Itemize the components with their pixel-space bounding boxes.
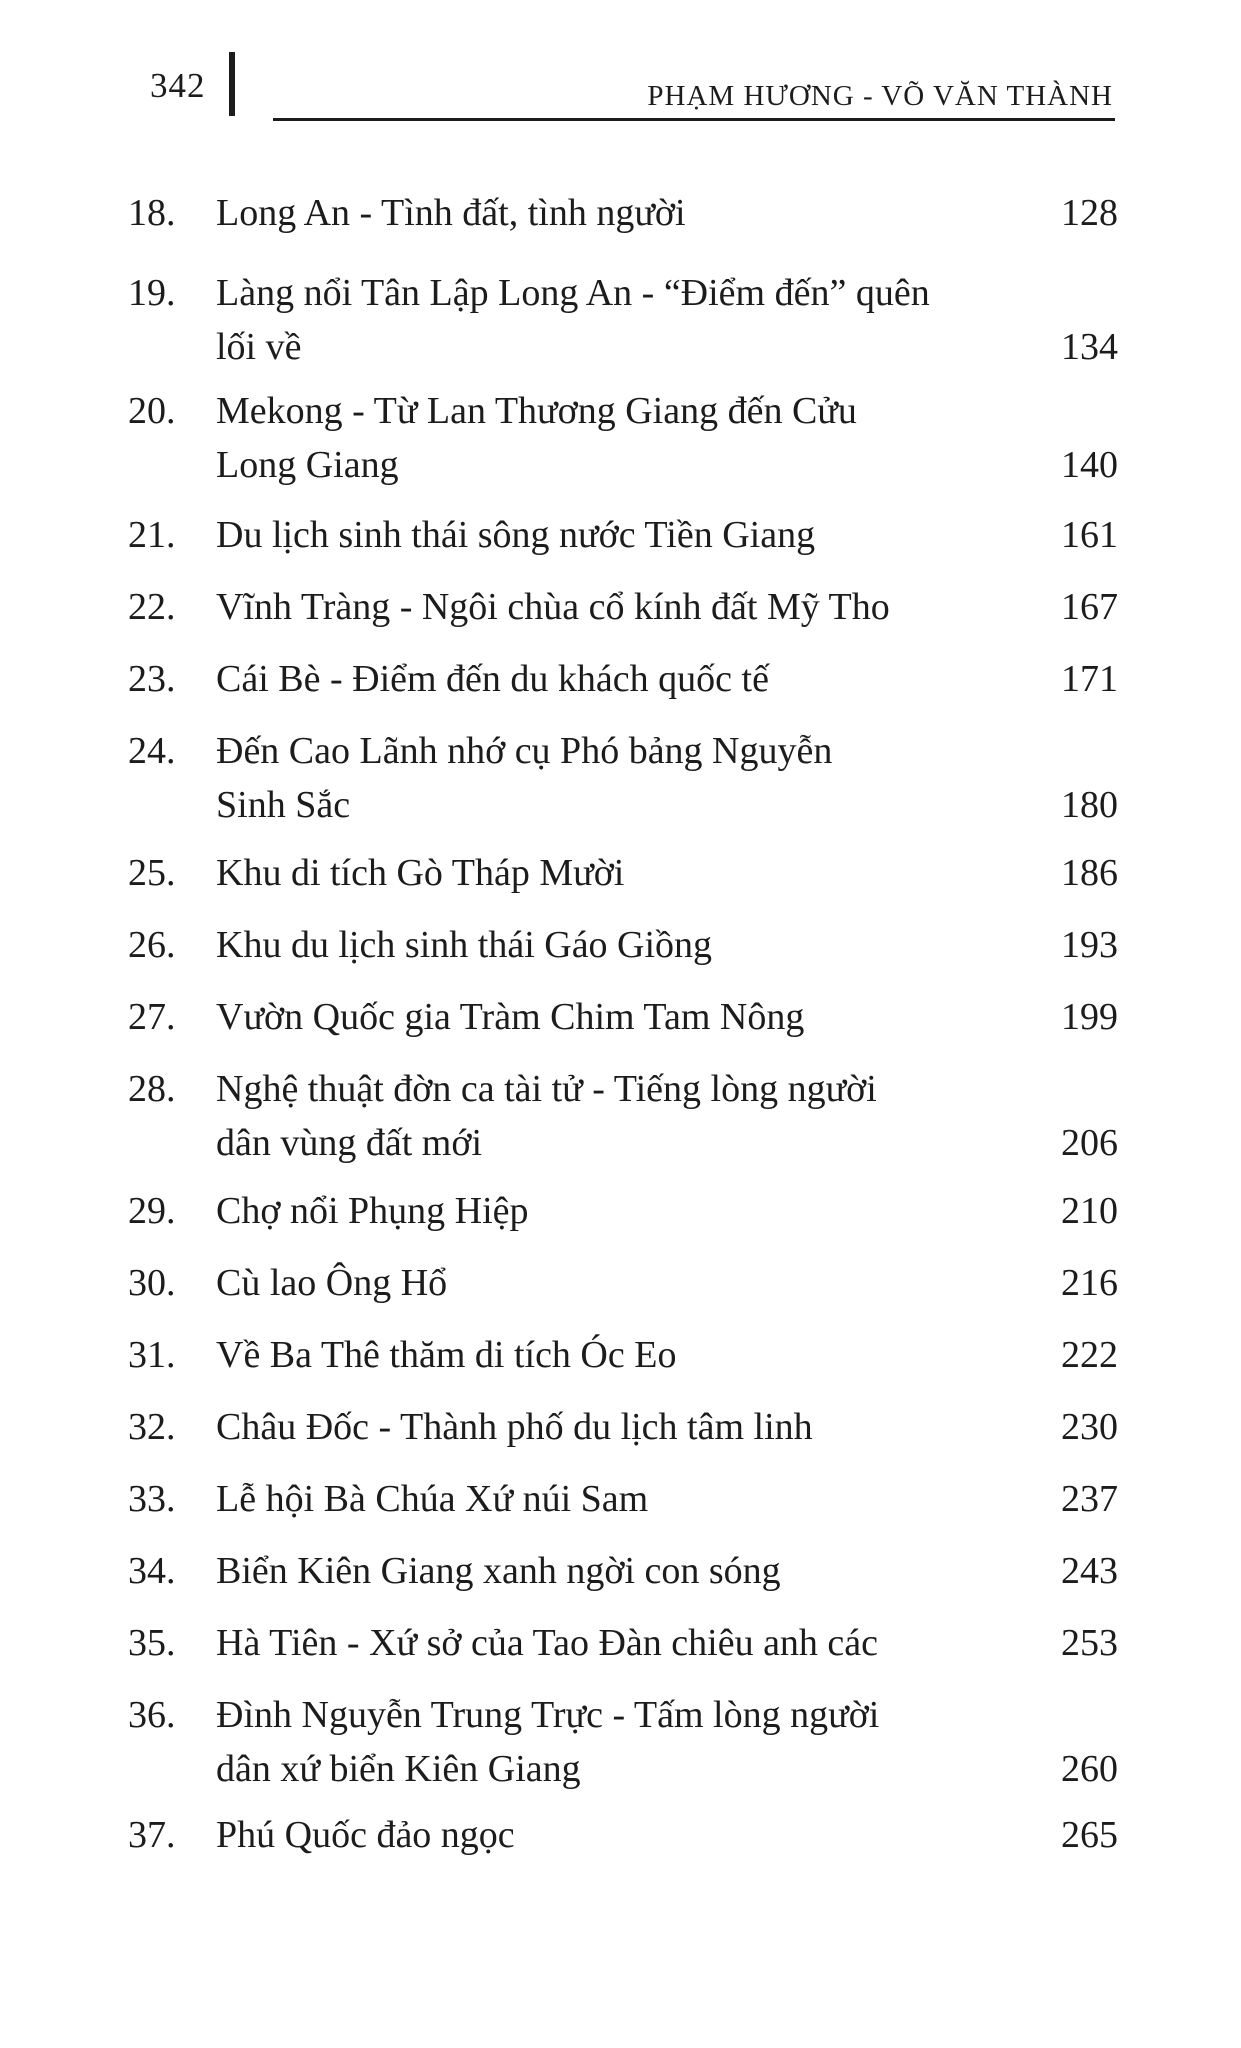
- entry-title-line: Du lịch sinh thái sông nước Tiền Giang: [216, 514, 816, 556]
- entry-title-line: Về Ba Thê thăm di tích Óc Eo: [216, 1334, 677, 1376]
- entry-number: 29.: [128, 1190, 176, 1232]
- toc-entry: [128, 1808, 1118, 1862]
- toc-entry: [128, 846, 1118, 900]
- entry-page-number: 216: [1061, 1262, 1118, 1304]
- toc-entry: [128, 1688, 1118, 1796]
- entry-title-line: Đến Cao Lãnh nhớ cụ Phó bảng Nguyễn: [216, 730, 833, 772]
- entry-page-number: 186: [1061, 852, 1118, 894]
- entry-title: [216, 1062, 1086, 1170]
- entry-title-line: Long Giang: [216, 444, 399, 486]
- running-title: PHẠM HƯƠNG - VÕ VĂN THÀNH: [647, 80, 1113, 112]
- toc-entry: [128, 1616, 1118, 1670]
- entry-page-number: 180: [1061, 784, 1118, 826]
- toc-entry: [128, 1184, 1118, 1238]
- toc-entry: [128, 990, 1118, 1044]
- entry-number: 27.: [128, 996, 176, 1038]
- entry-page-number: 265: [1061, 1814, 1118, 1856]
- toc-entry: [128, 186, 1118, 240]
- toc-entry: [128, 1256, 1118, 1310]
- entry-page-number: 199: [1061, 996, 1118, 1038]
- entry-page-number: 253: [1061, 1622, 1118, 1664]
- entry-title-line: Vĩnh Tràng - Ngôi chùa cổ kính đất Mỹ Tho: [216, 586, 890, 628]
- entry-title-line: Cù lao Ông Hổ: [216, 1262, 448, 1304]
- entry-title-line: lối về: [216, 326, 302, 368]
- entry-title-line: Khu du lịch sinh thái Gáo Giồng: [216, 924, 713, 966]
- entry-page-number: 161: [1061, 514, 1118, 556]
- toc-entry: [128, 1544, 1118, 1598]
- entry-title-line: Long An - Tình đất, tình người: [216, 192, 686, 234]
- entry-title-line: Sinh Sắc: [216, 784, 351, 826]
- entry-number: 25.: [128, 852, 176, 894]
- page-number: 342: [150, 66, 206, 105]
- entry-title-line: Mekong - Từ Lan Thương Giang đến Cửu: [216, 390, 857, 432]
- entry-title-line: Hà Tiên - Xứ sở của Tao Đàn chiêu anh các: [216, 1622, 879, 1664]
- entry-number: 36.: [128, 1694, 176, 1736]
- entry-title-line: Biển Kiên Giang xanh ngời con sóng: [216, 1550, 781, 1592]
- toc-entry: [128, 1472, 1118, 1526]
- entry-title: [216, 846, 1086, 900]
- entry-title-line: Lễ hội Bà Chúa Xứ núi Sam: [216, 1478, 649, 1520]
- entry-title: [216, 1544, 1086, 1598]
- entry-page-number: 237: [1061, 1478, 1118, 1520]
- entry-title: [216, 1256, 1086, 1310]
- entry-title-line: Chợ nổi Phụng Hiệp: [216, 1190, 529, 1232]
- entry-page-number: 210: [1061, 1190, 1118, 1232]
- entry-number: 19.: [128, 272, 176, 314]
- entry-number: 23.: [128, 658, 176, 700]
- toc-entry: [128, 918, 1118, 972]
- toc-entry: [128, 724, 1118, 832]
- entry-title: [216, 652, 1086, 706]
- entry-title-line: dân xứ biển Kiên Giang: [216, 1748, 581, 1790]
- entry-page-number: 167: [1061, 586, 1118, 628]
- entry-page-number: 206: [1061, 1122, 1118, 1164]
- entry-title-line: Làng nổi Tân Lập Long An - “Điểm đến” quên: [216, 272, 930, 314]
- entry-number: 28.: [128, 1068, 176, 1110]
- entry-number: 21.: [128, 514, 176, 556]
- entry-title: [216, 1400, 1086, 1454]
- entry-number: 31.: [128, 1334, 176, 1376]
- entry-page-number: 134: [1061, 326, 1118, 368]
- toc-entry: [128, 652, 1118, 706]
- entry-title-line: Châu Đốc - Thành phố du lịch tâm linh: [216, 1406, 813, 1448]
- entry-page-number: 222: [1061, 1334, 1118, 1376]
- entry-title-line: Phú Quốc đảo ngọc: [216, 1814, 515, 1856]
- toc-entry: [128, 1062, 1118, 1170]
- entry-title: [216, 508, 1086, 562]
- entry-number: 35.: [128, 1622, 176, 1664]
- entry-number: 24.: [128, 730, 176, 772]
- entry-number: 30.: [128, 1262, 176, 1304]
- entry-number: 26.: [128, 924, 176, 966]
- toc-entry: [128, 1400, 1118, 1454]
- entry-title-line: Nghệ thuật đờn ca tài tử - Tiếng lòng người: [216, 1068, 877, 1110]
- entry-page-number: 140: [1061, 444, 1118, 486]
- entry-page-number: 171: [1061, 658, 1118, 700]
- entry-title: [216, 1184, 1086, 1238]
- entry-title-line: Khu di tích Gò Tháp Mười: [216, 852, 625, 894]
- entry-number: 34.: [128, 1550, 176, 1592]
- toc-entry: [128, 384, 1118, 492]
- entry-page-number: 243: [1061, 1550, 1118, 1592]
- entry-title: [216, 186, 1086, 240]
- entry-number: 18.: [128, 192, 176, 234]
- entry-number: 32.: [128, 1406, 176, 1448]
- toc-entry: [128, 508, 1118, 562]
- entry-title: [216, 1616, 1086, 1670]
- entry-page-number: 128: [1061, 192, 1118, 234]
- entry-title-line: Đình Nguyễn Trung Trực - Tấm lòng người: [216, 1694, 880, 1736]
- entry-number: 22.: [128, 586, 176, 628]
- entry-page-number: 260: [1061, 1748, 1118, 1790]
- entry-title: [216, 1472, 1086, 1526]
- entry-title-line: Vườn Quốc gia Tràm Chim Tam Nông: [216, 996, 805, 1038]
- entry-title-line: Cái Bè - Điểm đến du khách quốc tế: [216, 658, 769, 700]
- entry-title-line: dân vùng đất mới: [216, 1122, 482, 1164]
- entry-title: [216, 580, 1086, 634]
- entry-title: [216, 266, 1086, 374]
- entry-number: 37.: [128, 1814, 176, 1856]
- entry-page-number: 230: [1061, 1406, 1118, 1448]
- toc-entry: [128, 266, 1118, 374]
- entry-title: [216, 724, 1086, 832]
- entry-title: [216, 1688, 1086, 1796]
- toc-entry: [128, 580, 1118, 634]
- entry-title: [216, 384, 1086, 492]
- entry-number: 20.: [128, 390, 176, 432]
- entry-title: [216, 990, 1086, 1044]
- entry-title: [216, 1328, 1086, 1382]
- entry-number: 33.: [128, 1478, 176, 1520]
- toc-entry: [128, 1328, 1118, 1382]
- entry-title: [216, 918, 1086, 972]
- entry-page-number: 193: [1061, 924, 1118, 966]
- entry-title: [216, 1808, 1086, 1862]
